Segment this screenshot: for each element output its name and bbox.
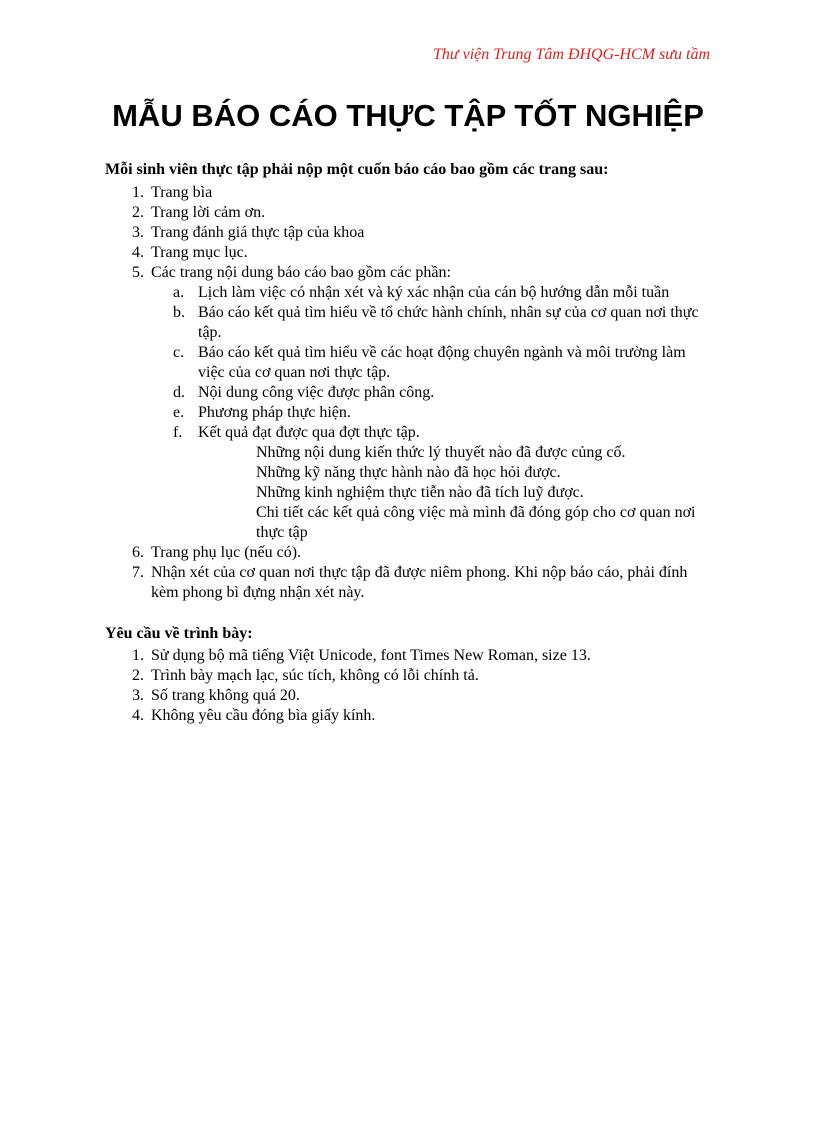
format-requirements-list xyxy=(126,646,716,726)
library-watermark: Thư viện Trung Tâm ĐHQG-HCM sưu tầm xyxy=(432,46,710,63)
section-heading-format: Yêu cầu về trình bày: xyxy=(105,625,253,642)
section-heading-contents: Mỗi sinh viên thực tập phải nộp một cuốn báo cáo bao gồm các trang sau: xyxy=(105,161,609,178)
result-point: Chi tiết các kết quả công việc mà mình đã đóng góp cho cơ quan nơi thực tập xyxy=(256,504,696,541)
list-item: f. Kết quả đạt được qua đợt thực tập. Những nội dung kiến thức lý thuyết nào đã được củng cố. Những kỹ năng thực hành nào đã học hỏi được. Những kinh nghiệm thực tiễn nào đã tích luỹ được. Chi tiết các kết quả công việc mà mình đã đóng góp cho cơ quan nơi thực tập xyxy=(173,423,716,543)
result-point: Những nội dung kiến thức lý thuyết nào đã được củng cố. xyxy=(256,444,626,461)
list-item: 4. Trang mục lục. xyxy=(132,244,248,261)
report-pages-list xyxy=(126,183,716,603)
list-item: 2. Trang lời cảm ơn. xyxy=(132,204,266,221)
list-item: d. Nội dung công việc được phân công. xyxy=(173,384,435,401)
list-item: 2. Trình bày mạch lạc, súc tích, không có lỗi chính tả. xyxy=(132,667,479,684)
content-sections-list xyxy=(173,283,716,543)
list-item: 3. Trang đánh giá thực tập của khoa xyxy=(132,224,365,241)
list-item: b. Báo cáo kết quả tìm hiểu về tổ chức hành chính, nhân sự của cơ quan nơi thực tập. xyxy=(173,304,699,341)
result-point: Những kinh nghiệm thực tiễn nào đã tích luỹ được. xyxy=(256,484,584,501)
page-title: MẪU BÁO CÁO THỰC TẬP TỐT NGHIỆP xyxy=(112,98,704,133)
list-item: c. Báo cáo kết quả tìm hiểu về các hoạt động chuyên ngành và môi trường làm việc của cơ quan nơi thực tập. xyxy=(173,344,686,381)
list-item: 7. Nhận xét của cơ quan nơi thực tập đã được niêm phong. Khi nộp báo cáo, phải đính kèm phong bì đựng nhận xét này. xyxy=(132,564,688,601)
list-item: 1. Trang bìa xyxy=(132,184,213,201)
results-points xyxy=(256,443,716,543)
list-item: a. Lịch làm việc có nhận xét và ký xác nhận của cán bộ hướng dẫn mỗi tuần xyxy=(173,284,670,301)
list-item: 5. Các trang nội dung báo cáo bao gồm các phần: a. Lịch làm việc có nhận xét và ký xác nhận của cán bộ hướng dẫn mỗi tuần b. Báo cáo kết quả tìm hiểu về tổ chức hành chính, nhân sự của cơ quan nơi thực tập. c. Báo cáo kết quả tìm hiểu về các hoạt động chuyên ngành và môi trường làm việc của cơ quan nơi thực tập. d. Nội dung công việc được phân công. e. Phương pháp thực hiện. f. Kết quả đạt được qua đợt thực tập. Những nội dung kiến thức lý thuyết nào đã được củng cố. Những kỹ năng thực hành nào đã học hỏi được. Những kinh nghiệm thực tiễn nào đã tích luỹ được. Chi tiết các kết quả công việc mà mình đã đóng góp cho cơ quan nơi thực tập xyxy=(126,263,716,543)
list-item: 4. Không yêu cầu đóng bìa giấy kính. xyxy=(132,707,376,724)
list-item: 3. Số trang không quá 20. xyxy=(132,687,300,704)
list-item: 1. Sử dụng bộ mã tiếng Việt Unicode, font Times New Roman, size 13. xyxy=(132,647,591,664)
list-item: 6. Trang phụ lục (nếu có). xyxy=(132,544,302,561)
result-point: Những kỹ năng thực hành nào đã học hỏi được. xyxy=(256,464,561,481)
list-item: e. Phương pháp thực hiện. xyxy=(173,404,351,421)
